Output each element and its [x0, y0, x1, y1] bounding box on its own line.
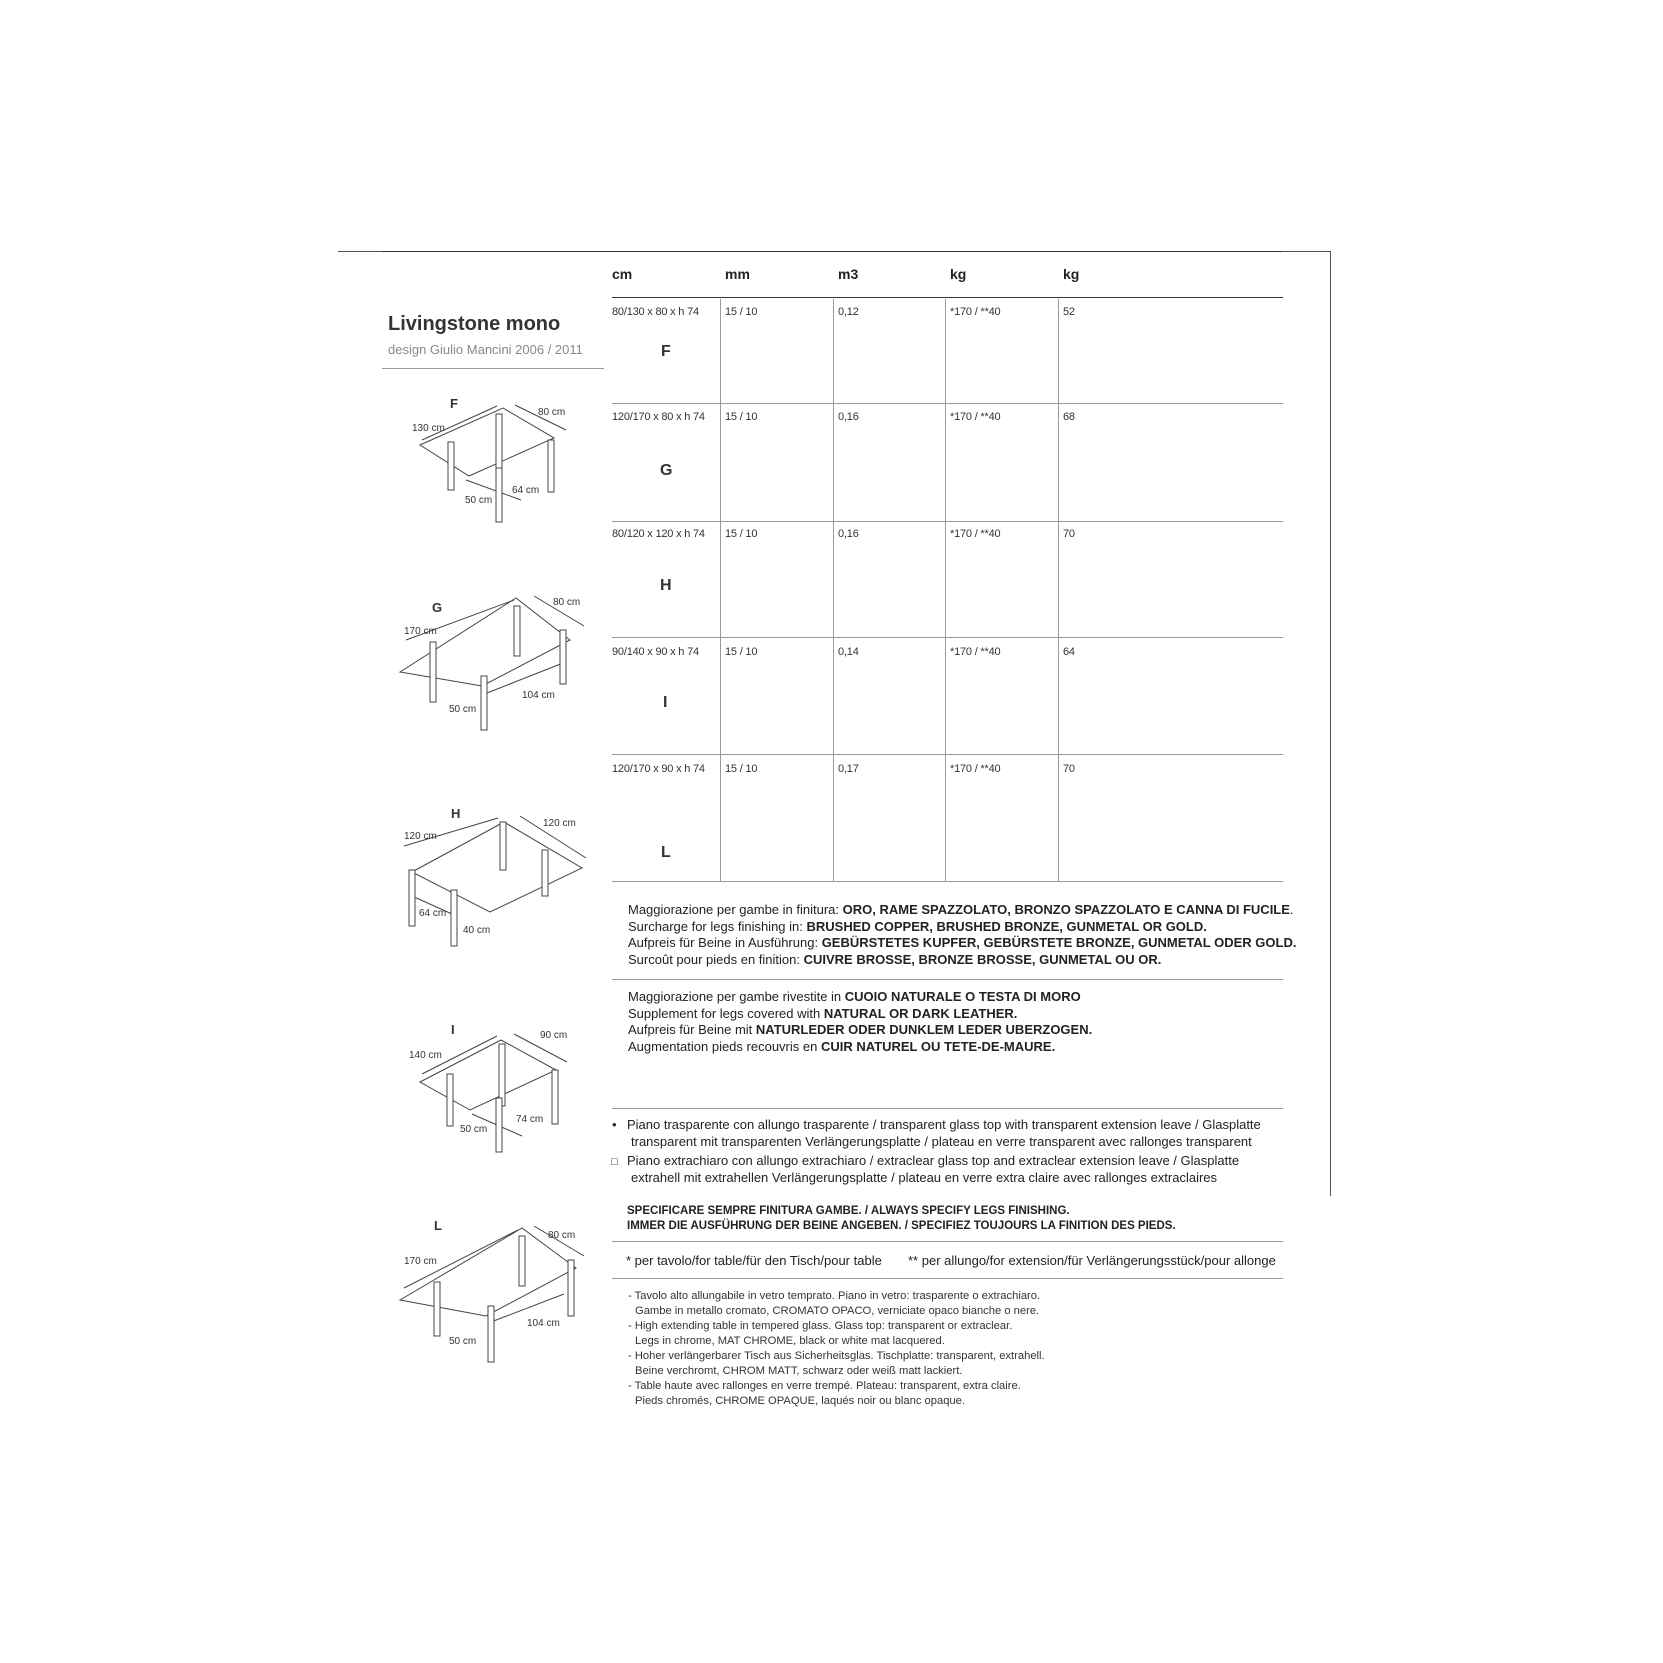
- table-row-kg-load: *170 / **40: [950, 646, 1001, 658]
- dimension-label: 80 cm: [553, 597, 581, 608]
- dimension-label: 64 cm: [419, 908, 447, 919]
- glass-option-bullet: •: [612, 1117, 617, 1132]
- dimension-label: 140 cm: [409, 1050, 442, 1061]
- surcharge-line: Aufpreis für Beine mit NATURLEDER ODER DUNKLEM LEDER UBERZOGEN.: [628, 1022, 1093, 1037]
- table-row-m3: 0,16: [838, 411, 859, 423]
- table-row-m3: 0,14: [838, 646, 859, 658]
- table-row-mm: 15 / 10: [725, 528, 758, 540]
- table-row-mm: 15 / 10: [725, 306, 758, 318]
- table-row-code: L: [661, 844, 671, 861]
- footnote-single: * per tavolo/for table/für den Tisch/pour table: [626, 1253, 882, 1268]
- dimension-label: 104 cm: [522, 690, 555, 701]
- glass-option-line: Piano extrachiaro con allungo extrachiaro / extraclear glass top and extraclear extension leave / Glasplatte: [627, 1153, 1240, 1168]
- glass-option-square: □: [611, 1156, 618, 1168]
- table-row-code: H: [660, 577, 672, 594]
- table-row-kg-load: *170 / **40: [950, 411, 1001, 423]
- dimension-label: 50 cm: [460, 1124, 488, 1135]
- glass-option-line: extrahell mit extrahellen Verlängerungsplatte / plateau en verre extra claire avec rallonges extraclaires: [631, 1170, 1218, 1185]
- header-kg-load: kg: [950, 266, 967, 282]
- dimension-label: 104 cm: [527, 1318, 560, 1329]
- dimension-label: 40 cm: [463, 925, 491, 936]
- surcharge-line: Augmentation pieds recouvris en CUIR NATUREL OU TETE-DE-MAURE.: [628, 1038, 1056, 1054]
- table-row-code: I: [663, 694, 668, 711]
- surcharge-line: Surcoût pour pieds en finition: CUIVRE BROSSE, BRONZE BROSSE, GUNMETAL OU OR.: [628, 951, 1162, 967]
- table-row-m3: 0,16: [838, 528, 859, 540]
- diagram-code: F: [450, 396, 458, 411]
- dimension-label: 170 cm: [404, 626, 437, 637]
- specify-notice: SPECIFICARE SEMPRE FINITURA GAMBE. / ALWAYS SPECIFY LEGS FINISHING. IMMER DIE AUSFÜHRUNG DER BEINE ANGEBEN. / SPECIFIEZ TOUJOURS LA FINITION DES PIEDS.: [627, 1205, 1176, 1232]
- table-row-mm: 15 / 10: [725, 411, 758, 423]
- table-row-kg-weight: 64: [1063, 646, 1075, 658]
- table-row-code: F: [661, 343, 671, 360]
- header-kg-weight: kg: [1063, 266, 1080, 282]
- table-row-kg-load: *170 / **40: [950, 763, 1001, 775]
- table-row-m3: 0,17: [838, 763, 859, 775]
- table-row-size: 80/130 x 80 x h 74: [612, 306, 699, 318]
- table-row-kg-weight: 52: [1063, 306, 1075, 318]
- dimension-label: 120 cm: [543, 818, 576, 829]
- diagram-code: G: [432, 600, 443, 615]
- table-row-size: 120/170 x 80 x h 74: [612, 411, 705, 423]
- dimension-label: 80 cm: [538, 407, 566, 418]
- table-row-kg-load: *170 / **40: [950, 306, 1001, 318]
- glass-option-line: transparent mit transparenten Verlängerungsplatte / plateau en verre transparent avec rallonges transparent: [631, 1134, 1252, 1149]
- surcharge-line: Maggiorazione per gambe rivestite in CUOIO NATURALE O TESTA DI MORO: [628, 989, 1081, 1004]
- dimension-label: 50 cm: [449, 1336, 477, 1347]
- surcharge-line: Aufpreis für Beine in Ausführung: GEBÜRSTETES KUPFER, GEBÜRSTETE BRONZE, GUNMETAL ODER GOLD.: [628, 935, 1297, 950]
- table-row-m3: 0,12: [838, 306, 859, 318]
- dimension-label: 50 cm: [465, 495, 493, 506]
- table-row-kg-weight: 68: [1063, 411, 1075, 423]
- table-row-mm: 15 / 10: [725, 763, 758, 775]
- table-row-code: G: [660, 462, 673, 479]
- product-designer: design Giulio Mancini 2006 / 2011: [388, 342, 583, 357]
- diagram-code: H: [451, 806, 461, 821]
- table-row-size: 80/120 x 120 x h 74: [612, 528, 705, 540]
- dimension-label: 80 cm: [548, 1230, 576, 1241]
- surcharge-line: Surcharge for legs finishing in: BRUSHED COPPER, BRUSHED BRONZE, GUNMETAL OR GOLD.: [628, 918, 1207, 934]
- dimension-label: 64 cm: [512, 485, 540, 496]
- dimension-label: 90 cm: [540, 1030, 568, 1041]
- dimension-label: 130 cm: [412, 423, 445, 434]
- description-block: - Tavolo alto allungabile in vetro temprato. Piano in vetro: trasparente o extrachiaro. Gambe in metallo cromato, CROMATO OPACO, verniciate opaco bianche o nere. - High extending table in tempered glass. Glass top: transparent or extraclear. Legs in chrome, MAT CHROME, black or white mat lacquered. - Hoher verlängerbarer Tisch aus Sicherheitsglas. Tischplatte: transparent, extrahell. Beine verchromt, CHROM MATT, schwarz oder weiß matt lackiert. - Table haute avec rallonges en verre trempé. Plateau: transparent, extra claire. Pieds chromés, CHROME OPAQUE, laqués noir ou blanc opaque.: [628, 1290, 1045, 1407]
- dimension-label: 170 cm: [404, 1256, 437, 1267]
- header-m3: m3: [838, 266, 859, 282]
- diagram-code: I: [451, 1022, 455, 1037]
- table-row-size: 120/170 x 90 x h 74: [612, 763, 705, 775]
- table-row-kg-load: *170 / **40: [950, 528, 1001, 540]
- table-row-size: 90/140 x 90 x h 74: [612, 646, 699, 658]
- table-row-kg-weight: 70: [1063, 528, 1075, 540]
- dimension-label: 120 cm: [404, 831, 437, 842]
- glass-option-line: Piano trasparente con allungo trasparente / transparent glass top with transparent extension leave / Glasplatte: [627, 1117, 1261, 1132]
- table-row-mm: 15 / 10: [725, 646, 758, 658]
- header-cm: cm: [612, 266, 633, 282]
- product-title: Livingstone mono: [388, 313, 561, 335]
- surcharge-line: Maggiorazione per gambe in finitura: ORO, RAME SPAZZOLATO, BRONZO SPAZZOLATO E CANNA DI FUCILE.: [628, 902, 1294, 917]
- dimension-label: 50 cm: [449, 704, 477, 715]
- footnote-double: ** per allungo/for extension/für Verlängerungsstück/pour allonge: [908, 1253, 1276, 1268]
- header-mm: mm: [725, 266, 750, 282]
- table-row-kg-weight: 70: [1063, 763, 1075, 775]
- diagram-code: L: [434, 1218, 442, 1233]
- surcharge-line: Supplement for legs covered with NATURAL OR DARK LEATHER.: [628, 1005, 1018, 1021]
- dimension-label: 74 cm: [516, 1114, 544, 1125]
